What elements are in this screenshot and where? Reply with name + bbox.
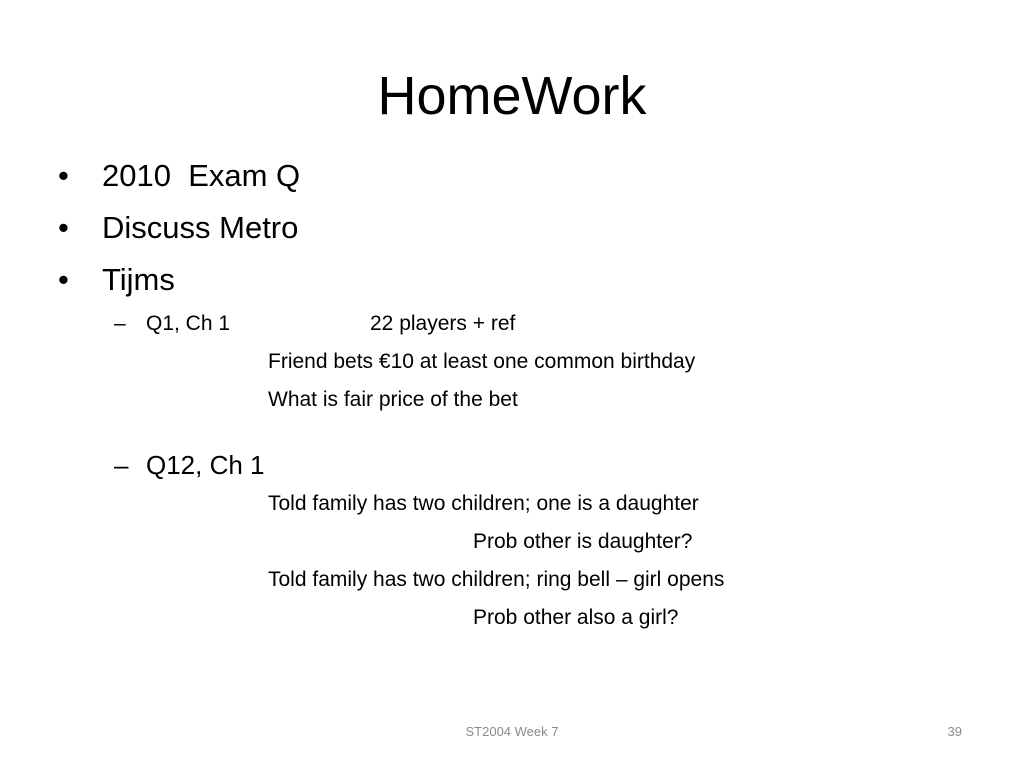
- bullet-text: Discuss Metro: [102, 210, 299, 245]
- detail-line: Prob other also a girl?: [473, 606, 679, 629]
- bullet-marker: •: [58, 210, 69, 245]
- bullet-marker: •: [58, 262, 69, 297]
- sub-item-inline-note: 22 players + ref: [370, 312, 516, 335]
- detail-line: Friend bets €10 at least one common birthday: [268, 350, 696, 373]
- sub-item-label: Q12, Ch 1: [146, 450, 265, 480]
- detail-line: Prob other is daughter?: [473, 530, 693, 553]
- bullet-text: Tijms: [102, 262, 175, 297]
- detail-line: Told family has two children; ring bell – girl opens: [268, 568, 725, 591]
- footer-page-number: 39: [947, 724, 962, 739]
- slide-title: HomeWork: [377, 66, 647, 126]
- sub-item-marker: –: [114, 450, 129, 480]
- detail-line: What is fair price of the bet: [268, 388, 518, 411]
- sub-item-label: Q1, Ch 1: [146, 312, 231, 335]
- detail-line: Told family has two children; one is a daughter: [268, 492, 699, 515]
- footer-course: ST2004 Week 7: [465, 724, 559, 739]
- bullet-item: [58, 156, 300, 196]
- bullet-item: [58, 260, 175, 300]
- sub-item-marker: –: [114, 312, 126, 335]
- sub-item-q1: [114, 310, 230, 338]
- bullet-marker: •: [58, 158, 69, 193]
- sub-item-q12: [114, 448, 265, 482]
- bullet-item: [58, 208, 298, 248]
- bullet-text: 2010 Exam Q: [102, 158, 301, 193]
